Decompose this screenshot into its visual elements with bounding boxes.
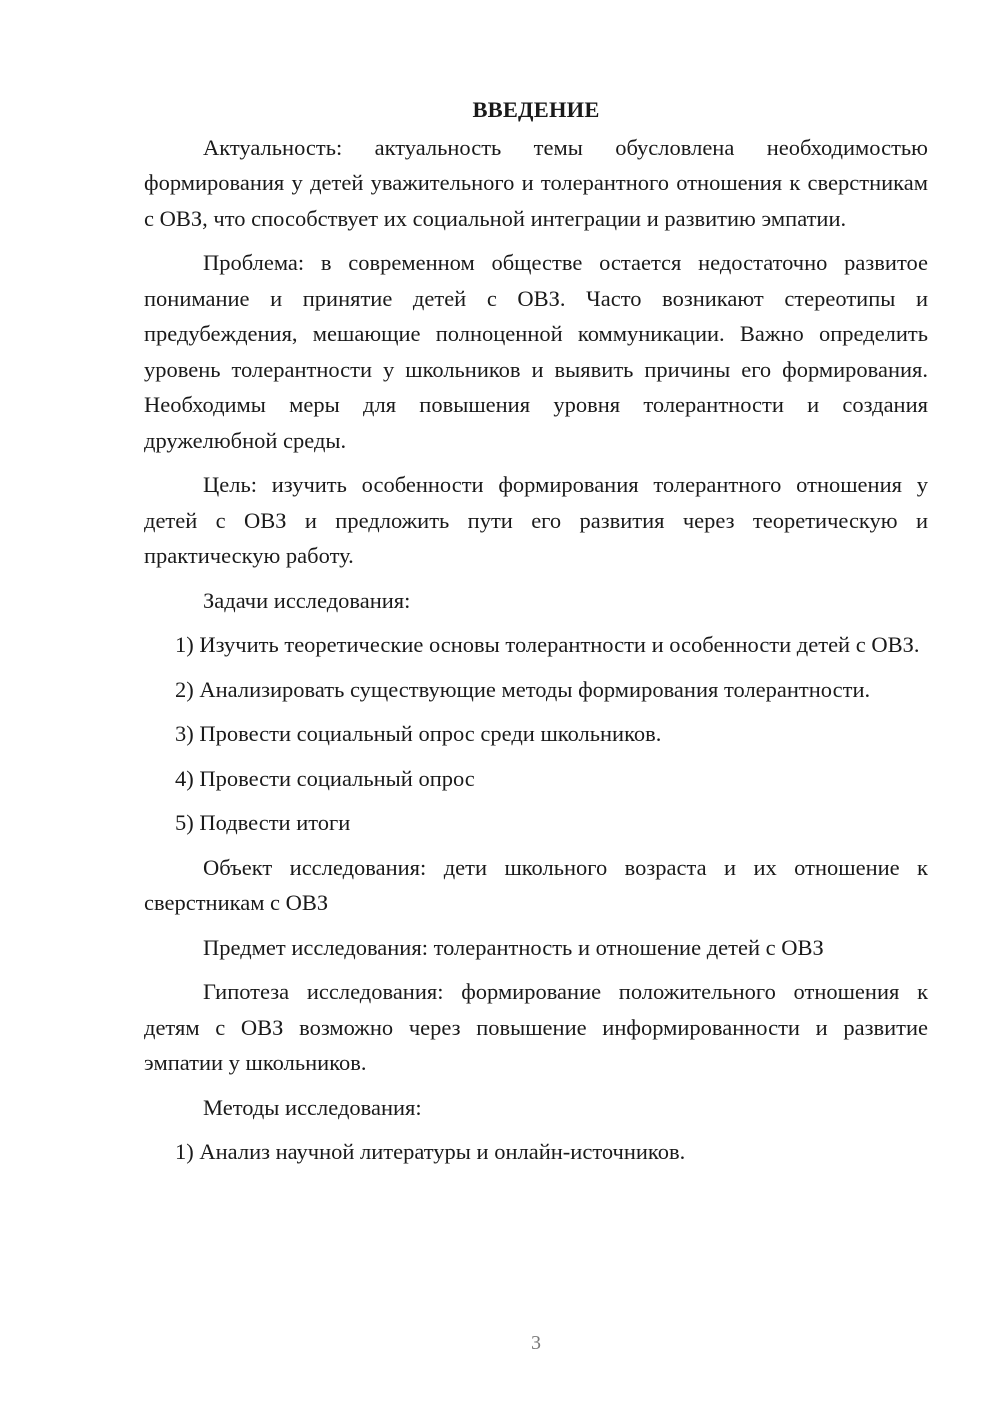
task-item: 5) Подвести итоги — [175, 810, 351, 835]
problem-paragraph: Проблема: в современном обществе остается недостаточно развитое понимание и принятие детей с ОВЗ. Часто возникают стереотипы и предубеждения, мешающие полноценной коммуникации. Важно определить уровень толерантности у школьников и выявить причины его формирования. Необходимы меры для повышения уровня толерантности и создания дружелюбной среды. — [144, 250, 928, 453]
methods-heading: Методы исследования: — [203, 1094, 422, 1120]
task-item: 2) Анализировать существующие методы формирования толерантности. — [175, 676, 871, 702]
subject-paragraph: Предмет исследования: толерантность и отношение детей с ОВЗ — [203, 934, 824, 960]
object-paragraph: Объект исследования: дети школьного возраста и их отношение к сверстникам с ОВЗ — [144, 854, 928, 915]
method-item: 1) Анализ научной литературы и онлайн-источников. — [175, 1139, 686, 1164]
task-item: 3) Провести социальный опрос среди школьников. — [175, 721, 662, 746]
page-number: 3 — [531, 1332, 541, 1354]
task-item: 1) Изучить теоретические основы толерантности и особенности детей с ОВЗ. — [175, 632, 920, 657]
page-title: ВВЕДЕНИЕ — [472, 97, 600, 122]
hypothesis-paragraph: Гипотеза исследования: формирование положительного отношения к детям с ОВЗ возможно через повышение информированности и развитие эмпатии у школьников. — [144, 979, 928, 1075]
relevance-paragraph: Актуальность: актуальность темы обусловлена необходимостью формирования у детей уважительного и толерантного отношения к сверстникам с ОВЗ, что способствует их социальной интеграции и развитию эмпатии. — [144, 134, 928, 231]
goal-paragraph: Цель: изучить особенности формирования толерантного отношения у детей с ОВЗ и предложить пути его развития через теоретическую и практическую работу. — [144, 472, 928, 568]
document-page — [144, 92, 928, 1179]
tasks-heading: Задачи исследования: — [203, 587, 411, 613]
task-item: 4) Провести социальный опрос — [175, 765, 475, 791]
